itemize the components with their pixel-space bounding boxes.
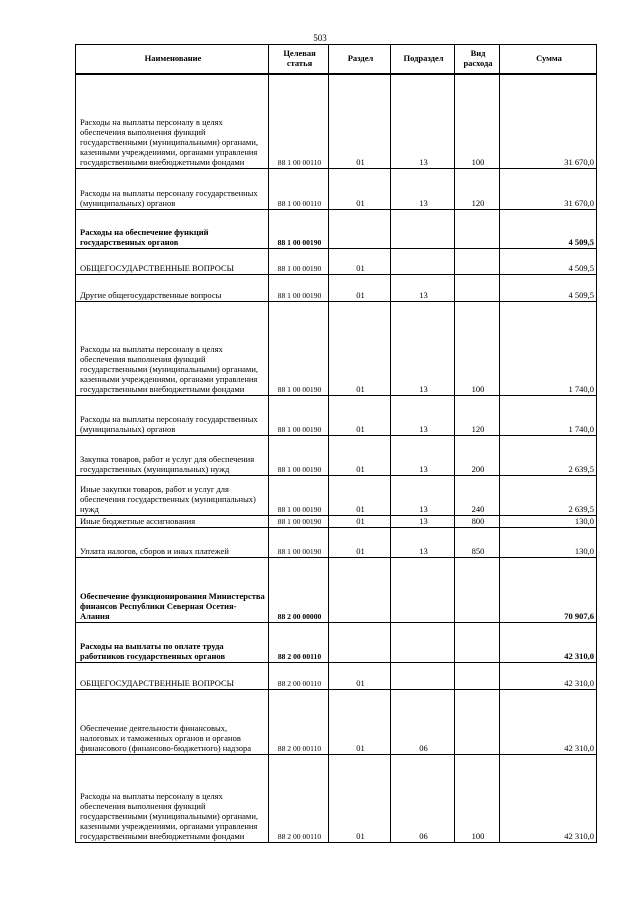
cell-name: Уплата налогов, сборов и иных платежей — [76, 527, 269, 557]
cell-target: 88 1 00 00190 — [269, 209, 329, 248]
cell-target: 88 2 00 00000 — [269, 557, 329, 622]
cell-name: Расходы на выплаты персоналу в целях обеспечения выполнения функций государственными (муниципальными) органами, казенными учреждениями, органами управления государственными внебюджетными фондами — [76, 754, 269, 842]
cell-name: ОБЩЕГОСУДАРСТВЕННЫЕ ВОПРОСЫ — [76, 662, 269, 689]
table-row — [76, 248, 597, 274]
cell-type: 200 — [455, 435, 500, 475]
cell-amount: 4 509,5 — [500, 248, 597, 274]
cell-section — [329, 557, 391, 622]
cell-type — [455, 209, 500, 248]
cell-type: 100 — [455, 74, 500, 168]
cell-name: Расходы на обеспечение функций государственных органов — [76, 209, 269, 248]
header-section: Раздел — [329, 45, 391, 75]
cell-subsection: 06 — [391, 754, 455, 842]
cell-target: 88 1 00 00190 — [269, 301, 329, 395]
cell-target: 88 1 00 00190 — [269, 395, 329, 435]
table-row — [76, 209, 597, 248]
cell-type — [455, 622, 500, 662]
table-row — [76, 662, 597, 689]
header-amount: Сумма — [500, 45, 597, 75]
cell-name: Иные бюджетные ассигнования — [76, 515, 269, 527]
cell-target: 88 2 00 00110 — [269, 689, 329, 754]
cell-subsection: 13 — [391, 475, 455, 515]
cell-name: Другие общегосударственные вопросы — [76, 274, 269, 301]
table-header-row — [76, 45, 597, 75]
cell-amount: 42 310,0 — [500, 754, 597, 842]
cell-type — [455, 248, 500, 274]
cell-amount: 2 639,5 — [500, 435, 597, 475]
cell-subsection: 13 — [391, 395, 455, 435]
cell-target: 88 1 00 00190 — [269, 527, 329, 557]
cell-section: 01 — [329, 662, 391, 689]
cell-amount: 4 509,5 — [500, 209, 597, 248]
cell-amount: 42 310,0 — [500, 689, 597, 754]
table-row — [76, 622, 597, 662]
cell-type — [455, 689, 500, 754]
cell-section: 01 — [329, 74, 391, 168]
cell-name: Расходы на выплаты персоналу в целях обеспечения выполнения функций государственными (муниципальными) органами, казенными учреждениями, органами управления государственными внебюджетными фондами — [76, 301, 269, 395]
cell-target: 88 1 00 00190 — [269, 515, 329, 527]
cell-type: 120 — [455, 395, 500, 435]
cell-subsection: 13 — [391, 168, 455, 209]
cell-subsection: 13 — [391, 435, 455, 475]
cell-amount: 31 670,0 — [500, 168, 597, 209]
cell-amount: 70 907,6 — [500, 557, 597, 622]
cell-section: 01 — [329, 168, 391, 209]
cell-subsection: 13 — [391, 515, 455, 527]
cell-subsection — [391, 662, 455, 689]
cell-section: 01 — [329, 274, 391, 301]
header-expense-type: Вид расхода — [455, 45, 500, 75]
cell-subsection — [391, 622, 455, 662]
cell-target: 88 1 00 00190 — [269, 248, 329, 274]
cell-amount: 42 310,0 — [500, 662, 597, 689]
cell-name: Обеспечение деятельности финансовых, налоговых и таможенных органов и органов финансового (финансово-бюджетного) надзора — [76, 689, 269, 754]
cell-section: 01 — [329, 689, 391, 754]
cell-type: 800 — [455, 515, 500, 527]
cell-target: 88 1 00 00190 — [269, 435, 329, 475]
table-row — [76, 435, 597, 475]
cell-type — [455, 662, 500, 689]
table-row — [76, 395, 597, 435]
table-row — [76, 557, 597, 622]
cell-type: 850 — [455, 527, 500, 557]
cell-section: 01 — [329, 515, 391, 527]
cell-subsection — [391, 557, 455, 622]
table-row — [76, 475, 597, 515]
cell-amount: 130,0 — [500, 527, 597, 557]
table-row — [76, 689, 597, 754]
cell-name: Расходы на выплаты персоналу государственных (муниципальных) органов — [76, 395, 269, 435]
cell-name: Расходы на выплаты персоналу в целях обеспечения выполнения функций государственными (муниципальными) органами, казенными учреждениями, органами управления государственными внебюджетными фондами — [76, 74, 269, 168]
cell-subsection — [391, 248, 455, 274]
table-row — [76, 168, 597, 209]
table-row — [76, 515, 597, 527]
table-row — [76, 301, 597, 395]
header-target: Целевая статья — [269, 45, 329, 75]
header-name: Наименование — [76, 45, 269, 75]
table-row — [76, 754, 597, 842]
cell-section: 01 — [329, 435, 391, 475]
cell-type — [455, 274, 500, 301]
cell-amount: 1 740,0 — [500, 395, 597, 435]
cell-name: Обеспечение функционирования Министерства финансов Республики Северная Осетия-Алания — [76, 557, 269, 622]
cell-name: ОБЩЕГОСУДАРСТВЕННЫЕ ВОПРОСЫ — [76, 248, 269, 274]
header-subsection: Подраздел — [391, 45, 455, 75]
cell-amount: 4 509,5 — [500, 274, 597, 301]
cell-section — [329, 209, 391, 248]
cell-type — [455, 557, 500, 622]
cell-subsection: 13 — [391, 74, 455, 168]
cell-amount: 31 670,0 — [500, 74, 597, 168]
budget-table — [75, 44, 597, 843]
cell-subsection: 13 — [391, 274, 455, 301]
cell-subsection: 13 — [391, 527, 455, 557]
table-row — [76, 527, 597, 557]
cell-target: 88 2 00 00110 — [269, 754, 329, 842]
cell-section: 01 — [329, 475, 391, 515]
cell-subsection: 06 — [391, 689, 455, 754]
cell-target: 88 1 00 00110 — [269, 168, 329, 209]
cell-type: 240 — [455, 475, 500, 515]
cell-target: 88 1 00 00110 — [269, 74, 329, 168]
cell-subsection: 13 — [391, 301, 455, 395]
cell-amount: 2 639,5 — [500, 475, 597, 515]
cell-name: Расходы на выплаты по оплате труда работников государственных органов — [76, 622, 269, 662]
cell-target: 88 2 00 00110 — [269, 622, 329, 662]
cell-section: 01 — [329, 248, 391, 274]
cell-section — [329, 622, 391, 662]
cell-amount: 1 740,0 — [500, 301, 597, 395]
cell-target: 88 1 00 00190 — [269, 274, 329, 301]
cell-type: 100 — [455, 754, 500, 842]
cell-name: Иные закупки товаров, работ и услуг для обеспечения государственных (муниципальных) нужд — [76, 475, 269, 515]
cell-name: Расходы на выплаты персоналу государственных (муниципальных) органов — [76, 168, 269, 209]
cell-section: 01 — [329, 395, 391, 435]
cell-type: 120 — [455, 168, 500, 209]
cell-subsection — [391, 209, 455, 248]
cell-name: Закупка товаров, работ и услуг для обеспечения государственных (муниципальных) нужд — [76, 435, 269, 475]
table-row — [76, 74, 597, 168]
cell-section: 01 — [329, 301, 391, 395]
cell-target: 88 1 00 00190 — [269, 475, 329, 515]
cell-type: 100 — [455, 301, 500, 395]
page-number: 503 — [313, 33, 327, 43]
cell-section: 01 — [329, 527, 391, 557]
cell-amount: 130,0 — [500, 515, 597, 527]
cell-section: 01 — [329, 754, 391, 842]
cell-target: 88 2 00 00110 — [269, 662, 329, 689]
table-row — [76, 274, 597, 301]
cell-amount: 42 310,0 — [500, 622, 597, 662]
